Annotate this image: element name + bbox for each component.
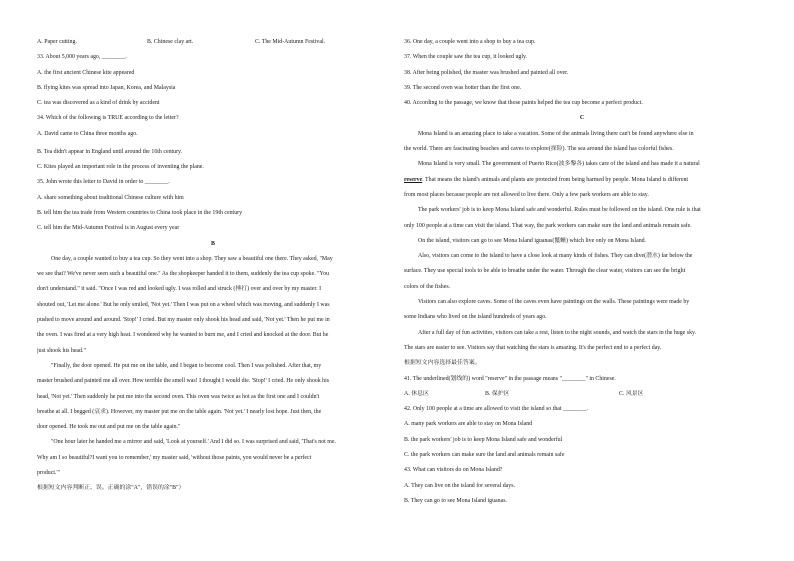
passage-c-line: surface. They use special tools to be able to breathe under the water. Through the clear water, visitors can see the bright [404,268,686,275]
passage-c-text: . That means the island's animals and plants are protected from being harmed by people. Mona Island is different [422,176,689,183]
q42-option-c[interactable]: C. the park workers can make sure the land and animals remain safe [404,452,565,459]
passage-c-line: Mona Island is an amazing place to take a vacation. Some of the animals living there can't be found anywhere else in [418,130,694,137]
passage-c-line: colors of the fishes. [404,283,451,290]
q41-option-a[interactable]: A. 休息区 [404,390,429,397]
q32-option-a[interactable]: A. Paper cutting. [37,39,77,45]
passage-c-line [404,176,760,184]
q35-option-b[interactable]: B. tell him the tea trade from Western countries to China took place in the 19th century [37,209,243,216]
q43-option-b[interactable]: B. They can go to see Mona Island iguanas. [404,497,507,504]
passage-c-line: On the island, visitors can go to see Mona Island iguanas(鬣蜥) which live only on Mona Island. [418,237,647,244]
passage-b-line: breathe at all. I begged (哀求). However, my master put me on the table again. 'Not yet.' I nearly lost hope. Just then, the [37,408,322,415]
q41-options [404,390,760,398]
passage-c-line: Also, visitors can come to the island to have a close look at many kinds of fishes. They can dive(潜水) far below the [418,253,693,260]
question-43: 43. What can visitors do on Mona Island? [404,467,503,474]
q35-option-a[interactable]: A. share something about traditional Chinese culture with him [37,194,184,201]
instruction-choose-best: 根据短文内容选择最佳答案。 [404,360,481,367]
passage-b-line: "One hour later he handed me a mirror and said, 'Look at yourself.' And I did so. I was surprised and said, 'That's not me. [51,439,336,446]
passage-b-line: One day, a couple wanted to buy a tea cup. So they went into a shop. They saw a beautiful one there. They asked, "May [51,255,333,262]
q33-option-c[interactable]: C. tea was discovered as a kind of drink by accident [37,100,160,107]
statement-36: 36. One day, a couple went into a shop to buy a tea cup. [404,39,536,45]
section-b-heading: B [211,240,215,247]
left-column [37,38,389,500]
passage-c-line: the world. There are fascinating beaches and caves to explore(探险). The sea around the island has colorful fishes. [404,146,674,153]
passage-c-line: The park workers' job is to keep Mona Island safe and wonderful. Rules must be followed on the island. One rule is that [418,207,701,214]
q43-option-a[interactable]: A. They can live on the island for several days. [404,482,515,489]
question-41: 41. The underlined(划线的) word "reserve" in the passage means "________" in Chinese. [404,375,616,382]
q32-options [37,38,389,46]
right-column [404,38,760,512]
q42-option-a[interactable]: A. many park workers are able to stay on Mona Island [404,421,533,428]
statement-38: 38. After being polished, the master was brushed and painted all over. [404,69,569,76]
q34-option-c[interactable]: C. Kites played an important role in the process of inventing the plane. [37,164,204,171]
passage-b-line: pushed to move around and around. 'Stop!' I cried. But my master only shook his head and said, 'Not yet.' Then he put me in [37,317,330,324]
passage-b-line: product.'" [37,470,60,477]
passage-c-line: only 100 people at a time can visit the island. That way, the park workers can make sure the land and animals remain safe. [404,222,692,229]
q33-option-b[interactable]: B. flying kites was spread into Japan, Korea, and Malaysia [37,84,176,91]
q35-option-c[interactable]: C. tell him the Mid-Autumn Festival is in August every year [37,225,180,232]
statement-39: 39. The second oven was hotter than the first one. [404,84,522,91]
section-c-heading: C [579,115,585,122]
q33-option-a[interactable]: A. the first ancient Chinese kite appeared [37,69,135,76]
question-33: 33. About 5,000 years ago, ________. [37,54,127,61]
passage-b-line: door opened. He took me out and put me on the table again." [37,424,181,431]
statement-37: 37. When the couple saw the tea cup, it looked ugly. [404,54,528,61]
passage-b-line: Why am I so beautiful?I want you to remember,' my master said, 'without those paints, you would never be a perfect [37,454,312,461]
q34-option-a[interactable]: A. David came to China three months ago. [37,130,138,137]
statement-40: 40. According to the passage, we know that those paints helped the tea cup become a perfect product. [404,100,643,107]
q41-option-b[interactable]: B. 保护区 [485,390,510,397]
reserve-underlined-word: reserve [404,176,423,183]
passage-b-line: "Finally, the door opened. He put me on the table, and I began to become cool. Then I was polished. After that, my [51,362,322,369]
question-34: 34. Which of the following is TRUE according to the letter? [37,115,179,122]
passage-c-line: from most places because people are not allowed to live there. Only a few park workers are able to stay. [404,191,649,198]
q41-option-c[interactable]: C. 风景区 [619,390,644,397]
passage-b-line: master brushed and painted me all over. How terrible the smell was! I thought I would die. 'Stop!' I cried. He only shook his [37,378,330,385]
passage-c-line: Mona Island is very small. The government of Puerto Rico(波多黎各) takes care of the island and has made it a natural [418,161,700,168]
question-42: 42. Only 100 people at a time are allowed to visit the island so that ________. [404,406,589,413]
passage-b-line: just shook his head." [37,347,86,354]
passage-c-line: The stars are easier to see. Visitors say that watching the stars is amazing. It's the perfect end to a perfect day. [404,344,662,351]
passage-b-line: we see that? We've never seen such a beautiful one." As the shopkeeper handed it to them, suddenly the tea cup spoke. "You [37,271,330,278]
passage-c-line: After a full day of fun activities, visitors can take a rest, listen to the night sounds, and watch the stars in the huge sky. [418,329,697,336]
passage-b-line: shouted out, 'Let me alone.' But he only smiled, 'Not yet.' Then I was put on a wheel which was moving, and suddenly I was [37,301,330,308]
question-35: 35. John wrote this letter to David in order to ________. [37,179,170,186]
q32-option-c[interactable]: C. The Mid-Autumn Festival. [255,39,326,45]
q42-option-b[interactable]: B. the park workers' job is to keep Mona Island safe and wonderful [404,436,563,443]
passage-c-line: some Indians who lived on the island hundreds of years ago. [404,314,547,321]
q32-option-b[interactable]: B. Chinese clay art. [147,39,194,45]
passage-c-line: Visitors can also explore caves. Some of the caves even have paintings on the walls. These paintings were made by [418,299,690,306]
passage-b-line: head, 'Not yet.' Then suddenly he put me into the second oven. This oven was twice as hot as the first one and I couldn't [37,393,320,400]
passage-b-line: don't understand." it said. "Once I was red and looked ugly. I was rolled and struck (捶打) over and over by my master. I [37,286,322,293]
q34-option-b[interactable]: B. Tea didn't appear in England until around the 16th century. [37,148,183,155]
passage-b-line: the oven. I was fired at a very high heat. I wondered why he wanted to burn me, and I cried and knocked at the door. But he [37,332,329,339]
instruction-true-false: 根据短文内容判断正、误。正确的涂"A"，错误的涂"B"） [37,485,185,492]
